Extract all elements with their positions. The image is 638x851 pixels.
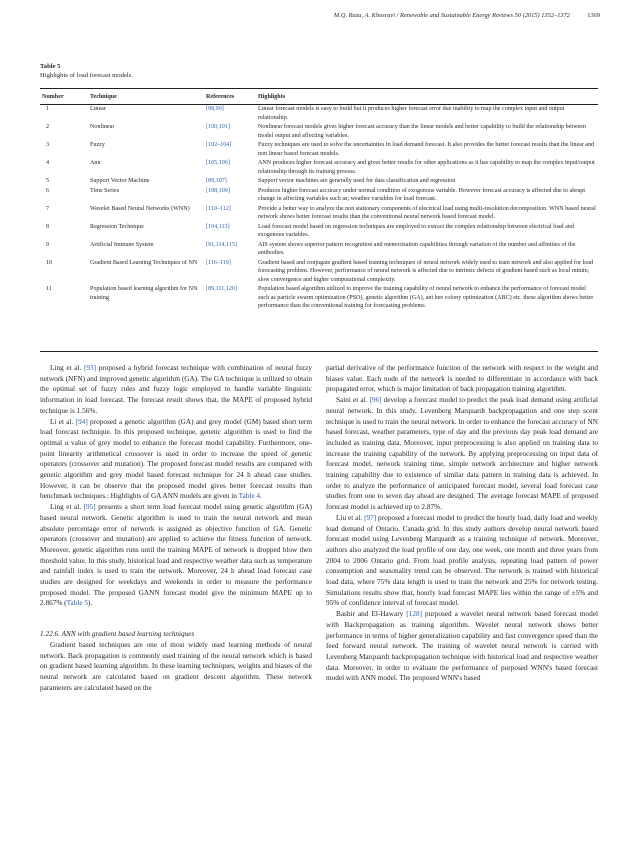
cell-technique: Nonlinear [90, 124, 115, 131]
cell-highlights: Provide a better way to analyze the non stationary components of electrical load using multi-resolution decomposition. WNN based neural network shows better forecast results than the conventional neural network based forecast model. [258, 206, 596, 221]
cell-number: 6 [46, 188, 50, 194]
cell-highlights: Support vector machines are generally used for data classification and regression [258, 178, 456, 185]
paragraph: Liu et al. [97] proposed a forecast model to predict the hourly load, daily load and weekly load demand of Ontario, Canada grid. In this study authors develop neural network based forecast model using Levenberg Marquardt as a training technique of network. Moreover, authors also analyzed the load profile of one day, one week, one month and three years from 2004 to 2006 Ontario grid. From load profile analysis, repeating load pattern of power consumption and seasonality trend can be observed. The network is trained with historical load data, where 75% data length is used to train the network and 25% for network testing. Simulations results show that, hourly load forecast MAPE lies within the range of ±5% and 95% of confidence interval of forecast model. [326, 513, 598, 608]
cell-references[interactable]: [89,107] [206, 178, 227, 185]
paragraph: Ling et al. [95] presents a short term load forecast model using genetic algorithm (GA) based neural network. Genetic algorithm is used to train the neural network and mean absolute percentage error of network is assigned as objective function of GA. Genetic operators (crossover and mutation) are applied to achieve the fitness function of network. Moreover, genetic algorithm runs until the training MAPE of network is dropped blow then threshold value. In this study, historical load and respective weather data such as temperature and rainfall index is used to train the network. Moreover, 24 h ahead load forecast case studies are designed for weekdays and weekends in order to measure the performance proposed model. The proposed GANN forecast model give the minimum MAPE up to 2.867% (Table 5). [40, 503, 312, 608]
cell-technique: Time Series [90, 188, 120, 194]
table-row [40, 105, 598, 123]
cell-number: 1 [46, 106, 50, 113]
table-title: Highlights of load forecast models. [40, 72, 133, 79]
cell-number: 11 [46, 286, 52, 293]
cell-references[interactable]: [110–112] [206, 206, 231, 212]
table-row [40, 187, 598, 205]
right-text-column [326, 363, 598, 684]
cell-technique: Linear [90, 106, 106, 113]
table-row [40, 223, 598, 241]
cell-references[interactable]: [104,113] [206, 224, 230, 230]
cell-references[interactable]: [100,101] [206, 124, 230, 131]
cell-technique: Fuzzy [90, 142, 105, 149]
paragraph: Li et al. [94] proposed a genetic algorithm (GA) and grey model (GM) based short term load forecast technique. In this proposed technique, genetic algorithm is used to find the optimal α value of grey model to enhance the forecast model capability. Furthermore, one-point linearity arithmetical crossover is used in order to increase the speed of genetic operators (crossover and mutation). The proposed forecast model results are compared with genetic algorithm and grey model based forecast technique for 24 h ahead case studies. However, it can be observe that the proposed model gives better forecast results than benchmark techniques.: Highlights of GA ANN models are given in Table 4. [40, 417, 312, 501]
cell-technique: Population based learning algorithm for NN training [90, 286, 198, 301]
section-heading: 1.22.6. ANN with gradient based learning techniques [40, 630, 195, 639]
cell-number: 3 [46, 142, 50, 149]
table-row [40, 259, 598, 285]
col-header-number: Number [42, 94, 64, 100]
table-link[interactable]: Table 5 [66, 599, 89, 608]
cell-technique: Wavelet Based Neural Networks (WNN) [90, 206, 190, 212]
citation-link[interactable]: [97] [364, 513, 377, 522]
cell-number: 10 [46, 260, 53, 266]
cell-highlights: ANN produces higher forecast accuracy and gives better results for other applications as it has capability to map the complex input/output relationship through its training process. [258, 160, 595, 175]
cell-technique: Gradient Based Learning Techniques of NN [90, 260, 198, 266]
cell-technique: Support Vector Machine [90, 178, 150, 185]
cell-highlights: Linear forecast models is easy to build but it produces higher forecast error due inability to map the complex input and output relationship. [258, 106, 565, 121]
cell-technique: Ann [90, 160, 101, 167]
journal-citation: M.Q. Raza, A. Khosravi / Renewable and Sustainable Energy Reviews 50 (2015) 1352–1372 [333, 12, 570, 19]
table-top-rule [40, 88, 598, 89]
cell-technique: Regression Technique [90, 224, 144, 230]
cell-highlights: AIS system shows superior pattern recognition and memorization capabilities through variation of the number and affinities of the antibodies. [258, 242, 576, 257]
col-header-references: References [206, 94, 235, 100]
cell-references[interactable]: [89,111,120] [206, 286, 238, 293]
cell-references[interactable]: [105,106] [206, 160, 230, 167]
paragraph: Bashir and El-Hawary [128] purposed a wavelet neural network based forecast model with Backpropagation as training algorithm. Wavelet neural network shows better performance in terms of higher generalization capability and fast convergence speed than the feed forward neural network. The training of wavelet neural network is carried with Levenberg Marquardt backpropagation technique with historical load and respective weather data. Moreover, in order to evaluate the performance of purposed WNN's based forecast model with ANN model. The proposed WNN's based [326, 610, 598, 683]
table-row [40, 241, 598, 259]
left-text-column [40, 363, 312, 693]
col-header-highlights: Highlights [258, 94, 286, 100]
cell-references[interactable]: [98,99] [206, 106, 224, 113]
cell-number: 9 [46, 242, 50, 248]
table-caption [40, 62, 133, 80]
highlights-table [40, 92, 598, 312]
cell-references[interactable]: [91,114,115] [206, 242, 238, 248]
cell-references[interactable]: [108,109] [206, 188, 230, 194]
paragraph: Gradient based techniques are one of most widely used learning methods of neural network. Back propagation is commonly used training of the neural network which is based on gradient based learning algorithm. In these learning techniques, weights and biases of the neural network are calculated based on gradient descent algorithm. These network parameters are calculated based on the [40, 640, 312, 692]
table-row [40, 177, 598, 187]
cell-number: 5 [46, 178, 50, 185]
cell-highlights: Produces higher forecast accuracy under normal condition of exogenous variable. However forecast accuracy is affected due to abrupt change in affecting variables such as; weather variables for load forecast. [258, 188, 586, 203]
table-header-row [40, 92, 598, 105]
citation-link[interactable]: [96] [369, 396, 382, 405]
cell-number: 2 [46, 124, 50, 131]
cell-technique: Artificial Immune System [90, 242, 154, 248]
table-link[interactable]: Table 4 [238, 492, 261, 501]
table-bottom-rule [40, 351, 598, 352]
cell-references[interactable]: [116–119] [206, 260, 231, 266]
cell-references[interactable]: [102–104] [206, 142, 232, 149]
table-row [40, 159, 598, 177]
table-row [40, 141, 598, 159]
cell-highlights: Population based algorithm utilized to improve the training capability of neural network to enhance the performance of forecast model such as particle swarm optimization (PSO), genetic algorithm (GA), ant bee colony optimization (ABC) etc. these algorithm shows better performance than the conventional training for forecasting problems. [258, 286, 594, 310]
table-row [40, 205, 598, 223]
paragraph: Saini et al. [96] develop a forecast model to predict the peak load demand using artificial neural network. In this study, Levenberg Marquardt backpropagation and one step scent technique is used to train the neural network. In order to enhance the forecast accuracy of NN based forecast, weather parameters, type of day and the previous day peak load demand are included as training data. Moreover, input preprocessing is also applied on training data to increase the training capability of the network. By applying preprocessing on input data of forecast model, network training time, simple network architecture and higher network training capability due to existence of similar data pattern in training data is achieved. In order to analyze the performance of anticipated forecast model, several load forecast case studies from one to seven day ahead are designed. The average forecast MAPE of proposed forecast model is achieved up to 2.87%. [326, 396, 598, 512]
cell-highlights: Fuzzy techniques are used to solve the uncertainties in load demand forecast. It also provides the better forecast results than the linear and non linear based forecast models. [258, 142, 595, 157]
cell-number: 4 [46, 160, 50, 167]
citation-link[interactable]: [93] [83, 364, 97, 372]
cell-highlights: Gradient based and conjugate gradient based training techniques of neural network widely used to train network and also applied for load forecasting problem. However, performance of neural network is affected due to intrinsic defects of gradient based such as local minim, slow convergence and higher computational complexity. [258, 260, 594, 283]
cell-number: 8 [46, 224, 50, 230]
table-label: Table 5 [40, 63, 61, 70]
cell-highlights: Nonlinear forecast models gives higher forecast accuracy than the linear models and better capability to build the relationship between model output and affecting variables. [258, 124, 586, 139]
citation-link[interactable]: [94] [75, 417, 88, 426]
cell-highlights: Load forecast model based on regression techniques are employed to extract the complex relationship between electrical load and exogenous variables. [258, 224, 574, 239]
citation-link[interactable]: [128] [406, 610, 422, 619]
paragraph: Ling et al. [93] proposed a hybrid forecast technique with combination of neural fuzzy network (NFN) and improved genetic algorithm (GA). The GA technique is utilized to obtain the optimal set of fuzzy rules and fuzzy logic employed to handle variable linguistic information in load forecast. The forecast result shows that, the MAPE of proposed hybrid technique is 1.56%. [40, 364, 312, 415]
paragraph: partial derivative of the performance function of the network with respect to the weight and biases value. Each node of the network is needed to differentiate in accordance with back propagated error, which is major limitation of back propagation training algorithm. [326, 364, 598, 394]
table-row [40, 285, 598, 311]
cell-number: 7 [46, 206, 50, 212]
citation-link[interactable]: [95] [83, 503, 96, 512]
page-number: 1369 [587, 12, 600, 19]
col-header-technique: Technique [90, 94, 117, 100]
table-row [40, 123, 598, 141]
